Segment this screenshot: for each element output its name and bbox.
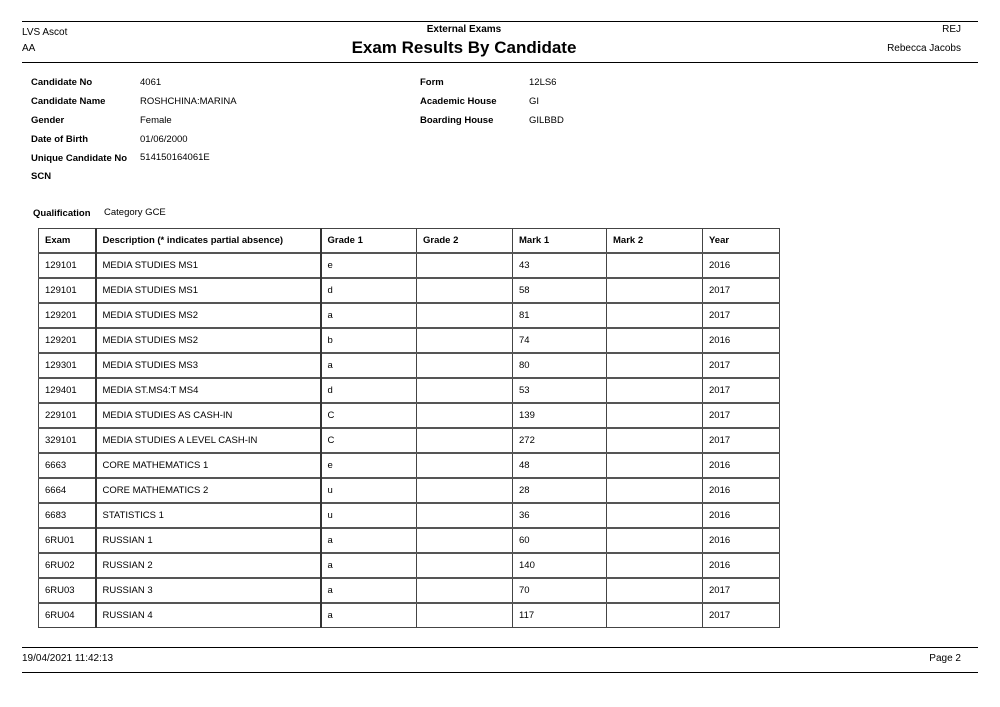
cell-grade-2 bbox=[417, 553, 513, 578]
footer-rule-bottom bbox=[22, 672, 978, 673]
cell-mark-2 bbox=[607, 528, 703, 553]
table-row bbox=[39, 478, 780, 503]
cell-mark-2 bbox=[607, 553, 703, 578]
cell-exam: 129201 bbox=[39, 328, 96, 353]
dob-value: 01/06/2000 bbox=[140, 134, 188, 145]
cell-grade-1: u bbox=[321, 503, 417, 528]
cell-year: 2017 bbox=[703, 353, 780, 378]
header-grade-2: Grade 2 bbox=[417, 229, 513, 254]
cell-grade-1: a bbox=[321, 528, 417, 553]
header-grade-1: Grade 1 bbox=[321, 229, 417, 254]
table-row bbox=[39, 578, 780, 603]
cell-exam: 6RU01 bbox=[39, 528, 96, 553]
cell-mark-1: 60 bbox=[513, 528, 607, 553]
cell-description: MEDIA ST.MS4:T MS4 bbox=[96, 378, 321, 403]
cell-exam: 129301 bbox=[39, 353, 96, 378]
dob-label: Date of Birth bbox=[31, 134, 88, 145]
form-value: 12LS6 bbox=[529, 77, 557, 88]
scn-label: SCN bbox=[31, 171, 52, 182]
table-row bbox=[39, 503, 780, 528]
qualification-label: Qualification bbox=[33, 208, 91, 219]
table-row bbox=[39, 253, 780, 278]
cell-grade-2 bbox=[417, 303, 513, 328]
cell-mark-1: 140 bbox=[513, 553, 607, 578]
header-year: Year bbox=[703, 229, 780, 254]
cell-description: MEDIA STUDIES MS2 bbox=[96, 303, 321, 328]
gender-value: Female bbox=[140, 115, 172, 126]
org-code: AA bbox=[22, 43, 36, 54]
cell-description: STATISTICS 1 bbox=[96, 503, 321, 528]
table-row bbox=[39, 328, 780, 353]
cell-mark-2 bbox=[607, 578, 703, 603]
candidate-name-label: Candidate Name bbox=[31, 96, 106, 107]
cell-description: CORE MATHEMATICS 1 bbox=[96, 453, 321, 478]
cell-mark-2 bbox=[607, 453, 703, 478]
cell-grade-2 bbox=[417, 253, 513, 278]
section-name: External Exams bbox=[426, 24, 502, 35]
cell-mark-2 bbox=[607, 328, 703, 353]
table-row bbox=[39, 553, 780, 578]
table-header-row bbox=[39, 229, 780, 254]
cell-grade-1: d bbox=[321, 278, 417, 303]
cell-grade-1: a bbox=[321, 603, 417, 628]
cell-exam: 6RU03 bbox=[39, 578, 96, 603]
cell-year: 2017 bbox=[703, 603, 780, 628]
cell-grade-2 bbox=[417, 528, 513, 553]
user-code: REJ bbox=[942, 24, 961, 35]
cell-mark-1: 81 bbox=[513, 303, 607, 328]
cell-year: 2017 bbox=[703, 578, 780, 603]
candidate-name-value: ROSHCHINA:MARINA bbox=[140, 96, 237, 107]
cell-exam: 129201 bbox=[39, 303, 96, 328]
cell-grade-1: a bbox=[321, 578, 417, 603]
cell-grade-1: a bbox=[321, 303, 417, 328]
candidate-no-value: 4061 bbox=[140, 77, 162, 88]
cell-description: MEDIA STUDIES MS1 bbox=[96, 278, 321, 303]
cell-grade-1: b bbox=[321, 328, 417, 353]
cell-year: 2016 bbox=[703, 528, 780, 553]
cell-year: 2016 bbox=[703, 253, 780, 278]
cell-mark-2 bbox=[607, 378, 703, 403]
cell-exam: 6663 bbox=[39, 453, 96, 478]
cell-mark-1: 139 bbox=[513, 403, 607, 428]
cell-mark-1: 43 bbox=[513, 253, 607, 278]
cell-grade-1: a bbox=[321, 353, 417, 378]
header-mark-2: Mark 2 bbox=[607, 229, 703, 254]
cell-grade-2 bbox=[417, 503, 513, 528]
cell-year: 2016 bbox=[703, 503, 780, 528]
table-row bbox=[39, 453, 780, 478]
form-label: Form bbox=[420, 77, 444, 88]
cell-grade-2 bbox=[417, 453, 513, 478]
cell-year: 2016 bbox=[703, 453, 780, 478]
cell-exam: 6RU04 bbox=[39, 603, 96, 628]
table-row bbox=[39, 353, 780, 378]
cell-grade-1: u bbox=[321, 478, 417, 503]
cell-mark-1: 70 bbox=[513, 578, 607, 603]
cell-exam: 229101 bbox=[39, 403, 96, 428]
cell-year: 2017 bbox=[703, 428, 780, 453]
cell-grade-2 bbox=[417, 478, 513, 503]
top-rule bbox=[22, 21, 978, 22]
cell-mark-1: 28 bbox=[513, 478, 607, 503]
cell-grade-2 bbox=[417, 378, 513, 403]
cell-year: 2016 bbox=[703, 553, 780, 578]
header-rule bbox=[22, 62, 978, 63]
cell-mark-2 bbox=[607, 478, 703, 503]
cell-exam: 129401 bbox=[39, 378, 96, 403]
cell-description: MEDIA STUDIES MS1 bbox=[96, 253, 321, 278]
cell-grade-1: C bbox=[321, 403, 417, 428]
results-table bbox=[38, 228, 780, 628]
academic-house-value: GI bbox=[529, 96, 540, 107]
cell-description: CORE MATHEMATICS 2 bbox=[96, 478, 321, 503]
cell-mark-1: 80 bbox=[513, 353, 607, 378]
header-description: Description (* indicates partial absence) bbox=[96, 229, 321, 254]
user-name: Rebecca Jacobs bbox=[887, 43, 961, 54]
print-timestamp: 19/04/2021 11:42:13 bbox=[22, 653, 114, 664]
cell-year: 2017 bbox=[703, 378, 780, 403]
cell-mark-1: 272 bbox=[513, 428, 607, 453]
cell-exam: 129101 bbox=[39, 253, 96, 278]
cell-mark-1: 74 bbox=[513, 328, 607, 353]
table-row bbox=[39, 428, 780, 453]
cell-mark-1: 53 bbox=[513, 378, 607, 403]
table-row bbox=[39, 603, 780, 628]
cell-grade-1: e bbox=[321, 453, 417, 478]
table-row bbox=[39, 528, 780, 553]
qualification-value: Category GCE bbox=[104, 207, 166, 218]
org-name: LVS Ascot bbox=[22, 27, 68, 38]
cell-mark-1: 36 bbox=[513, 503, 607, 528]
header-exam: Exam bbox=[39, 229, 96, 254]
cell-mark-2 bbox=[607, 403, 703, 428]
gender-label: Gender bbox=[31, 115, 65, 126]
cell-grade-1: e bbox=[321, 253, 417, 278]
cell-description: RUSSIAN 2 bbox=[96, 553, 321, 578]
cell-grade-2 bbox=[417, 603, 513, 628]
table-row bbox=[39, 278, 780, 303]
cell-grade-2 bbox=[417, 278, 513, 303]
cell-year: 2017 bbox=[703, 403, 780, 428]
cell-year: 2016 bbox=[703, 478, 780, 503]
boarding-house-label: Boarding House bbox=[420, 115, 494, 126]
cell-exam: 6683 bbox=[39, 503, 96, 528]
cell-year: 2017 bbox=[703, 303, 780, 328]
cell-mark-2 bbox=[607, 603, 703, 628]
cell-grade-2 bbox=[417, 353, 513, 378]
cell-mark-2 bbox=[607, 353, 703, 378]
cell-mark-2 bbox=[607, 428, 703, 453]
boarding-house-value: GILBBD bbox=[529, 115, 564, 126]
uci-label: Unique Candidate No bbox=[31, 153, 128, 164]
results-body bbox=[39, 253, 780, 628]
cell-grade-2 bbox=[417, 328, 513, 353]
academic-house-label: Academic House bbox=[420, 96, 497, 107]
cell-year: 2016 bbox=[703, 328, 780, 353]
cell-description: MEDIA STUDIES MS3 bbox=[96, 353, 321, 378]
cell-grade-2 bbox=[417, 403, 513, 428]
table-row bbox=[39, 403, 780, 428]
header-mark-1: Mark 1 bbox=[513, 229, 607, 254]
cell-mark-2 bbox=[607, 503, 703, 528]
cell-exam: 6664 bbox=[39, 478, 96, 503]
cell-description: RUSSIAN 3 bbox=[96, 578, 321, 603]
cell-description: RUSSIAN 1 bbox=[96, 528, 321, 553]
page-title: Exam Results By Candidate bbox=[351, 38, 577, 57]
footer-rule-top bbox=[22, 647, 978, 648]
page-number: Page 2 bbox=[929, 653, 961, 664]
cell-description: RUSSIAN 4 bbox=[96, 603, 321, 628]
cell-mark-2 bbox=[607, 303, 703, 328]
cell-description: MEDIA STUDIES A LEVEL CASH-IN bbox=[96, 428, 321, 453]
cell-exam: 329101 bbox=[39, 428, 96, 453]
cell-grade-1: C bbox=[321, 428, 417, 453]
candidate-no-label: Candidate No bbox=[31, 77, 93, 88]
table-row bbox=[39, 303, 780, 328]
cell-exam: 129101 bbox=[39, 278, 96, 303]
cell-mark-1: 48 bbox=[513, 453, 607, 478]
cell-description: MEDIA STUDIES MS2 bbox=[96, 328, 321, 353]
cell-mark-2 bbox=[607, 253, 703, 278]
cell-mark-1: 58 bbox=[513, 278, 607, 303]
table-row bbox=[39, 378, 780, 403]
uci-value: 514150164061E bbox=[140, 152, 210, 163]
cell-mark-1: 117 bbox=[513, 603, 607, 628]
cell-description: MEDIA STUDIES AS CASH-IN bbox=[96, 403, 321, 428]
cell-mark-2 bbox=[607, 278, 703, 303]
cell-year: 2017 bbox=[703, 278, 780, 303]
cell-grade-2 bbox=[417, 428, 513, 453]
cell-grade-2 bbox=[417, 578, 513, 603]
cell-grade-1: a bbox=[321, 553, 417, 578]
cell-grade-1: d bbox=[321, 378, 417, 403]
cell-exam: 6RU02 bbox=[39, 553, 96, 578]
